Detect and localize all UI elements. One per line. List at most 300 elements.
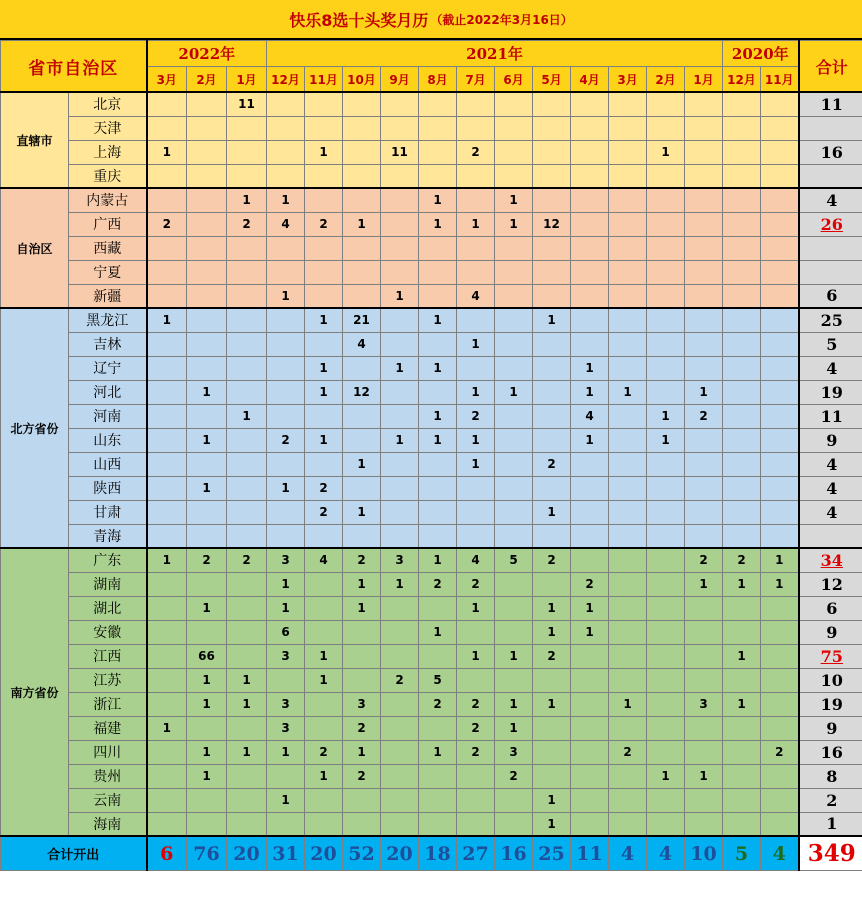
month-count-cell: 2 <box>685 548 723 572</box>
month-count-cell: 3 <box>267 692 305 716</box>
month-count-cell <box>305 692 343 716</box>
month-count-cell: 2 <box>227 548 267 572</box>
group-label: 直辖市 <box>1 92 69 188</box>
month-count-cell <box>457 308 495 332</box>
month-count-cell <box>227 356 267 380</box>
month-count-cell <box>533 284 571 308</box>
month-count-cell: 1 <box>343 572 381 596</box>
month-count-cell <box>647 284 685 308</box>
province-name: 宁夏 <box>69 260 147 284</box>
month-count-cell <box>147 428 187 452</box>
month-count-cell <box>761 284 799 308</box>
month-count-cell <box>761 596 799 620</box>
month-count-cell: 11 <box>227 92 267 116</box>
month-count-cell <box>419 716 457 740</box>
province-total: 19 <box>799 380 862 404</box>
month-count-cell <box>533 260 571 284</box>
month-count-cell <box>761 92 799 116</box>
footer-label: 合计开出 <box>1 836 147 871</box>
month-count-cell <box>343 476 381 500</box>
year-header: 2022年 <box>147 41 267 67</box>
month-count-cell: 1 <box>187 740 227 764</box>
month-count-cell <box>381 332 419 356</box>
province-row <box>1 716 862 740</box>
month-count-cell <box>685 164 723 188</box>
province-name: 江苏 <box>69 668 147 692</box>
month-count-cell: 1 <box>495 692 533 716</box>
month-count-cell <box>571 308 609 332</box>
month-count-cell <box>495 452 533 476</box>
month-header: 9月 <box>381 67 419 93</box>
month-count-cell <box>147 740 187 764</box>
month-count-cell <box>147 356 187 380</box>
month-count-cell <box>761 212 799 236</box>
province-total: 9 <box>799 428 862 452</box>
month-header: 3月 <box>609 67 647 93</box>
month-count-cell: 1 <box>305 764 343 788</box>
month-count-cell <box>381 812 419 836</box>
month-count-cell <box>305 92 343 116</box>
month-count-cell <box>495 164 533 188</box>
province-row <box>1 284 862 308</box>
month-count-cell <box>647 188 685 212</box>
month-count-cell: 2 <box>305 500 343 524</box>
month-count-cell <box>647 788 685 812</box>
month-count-cell <box>571 788 609 812</box>
month-count-cell <box>609 644 647 668</box>
month-count-cell <box>381 164 419 188</box>
month-count-cell <box>495 596 533 620</box>
month-count-cell: 1 <box>457 212 495 236</box>
month-count-cell <box>571 332 609 356</box>
month-count-cell <box>457 812 495 836</box>
month-count-cell <box>419 284 457 308</box>
month-count-cell <box>419 140 457 164</box>
month-count-cell <box>647 524 685 548</box>
month-count-cell <box>685 212 723 236</box>
province-total <box>799 260 862 284</box>
province-row <box>1 812 862 836</box>
month-count-cell: 3 <box>343 692 381 716</box>
month-count-cell <box>147 452 187 476</box>
month-count-cell: 2 <box>571 572 609 596</box>
month-count-cell: 1 <box>571 620 609 644</box>
total-header: 合计 <box>799 41 862 93</box>
month-count-cell: 1 <box>187 380 227 404</box>
month-count-cell <box>723 164 761 188</box>
month-count-cell <box>495 668 533 692</box>
month-count-cell <box>267 236 305 260</box>
month-count-cell: 2 <box>533 548 571 572</box>
month-count-cell: 1 <box>419 308 457 332</box>
month-count-cell <box>761 764 799 788</box>
month-count-cell: 1 <box>343 740 381 764</box>
province-total: 75 <box>799 644 862 668</box>
month-count-cell <box>533 740 571 764</box>
month-count-cell <box>381 380 419 404</box>
province-name: 甘肃 <box>69 500 147 524</box>
month-header: 3月 <box>147 67 187 93</box>
month-count-cell <box>343 284 381 308</box>
month-count-cell <box>457 476 495 500</box>
month-count-cell <box>227 308 267 332</box>
province-total: 9 <box>799 716 862 740</box>
month-count-cell <box>533 476 571 500</box>
month-count-cell <box>685 620 723 644</box>
month-count-cell: 2 <box>343 548 381 572</box>
month-count-cell <box>267 452 305 476</box>
month-count-cell <box>647 236 685 260</box>
month-count-cell <box>457 116 495 140</box>
month-count-cell <box>495 812 533 836</box>
month-total: 4 <box>761 836 799 871</box>
month-count-cell <box>723 476 761 500</box>
month-count-cell <box>647 356 685 380</box>
province-row <box>1 596 862 620</box>
month-count-cell <box>381 500 419 524</box>
month-count-cell <box>723 404 761 428</box>
month-total: 4 <box>609 836 647 871</box>
month-header: 10月 <box>343 67 381 93</box>
month-count-cell <box>227 812 267 836</box>
month-count-cell <box>723 812 761 836</box>
month-count-cell <box>609 788 647 812</box>
month-count-cell <box>571 236 609 260</box>
month-count-cell <box>495 428 533 452</box>
month-count-cell <box>267 380 305 404</box>
month-count-cell <box>305 236 343 260</box>
group-label: 自治区 <box>1 188 69 308</box>
month-header: 2月 <box>647 67 685 93</box>
year-header: 2021年 <box>267 41 723 67</box>
month-count-cell: 2 <box>305 212 343 236</box>
month-count-cell <box>381 452 419 476</box>
month-count-cell <box>761 692 799 716</box>
month-count-cell <box>723 380 761 404</box>
month-count-cell <box>227 524 267 548</box>
province-total: 34 <box>799 548 862 572</box>
month-count-cell: 1 <box>533 596 571 620</box>
month-count-cell <box>533 428 571 452</box>
month-count-cell <box>647 692 685 716</box>
month-count-cell <box>305 452 343 476</box>
province-name: 安徽 <box>69 620 147 644</box>
province-row <box>1 188 862 212</box>
month-count-cell <box>457 524 495 548</box>
month-count-cell <box>147 116 187 140</box>
month-count-cell <box>495 236 533 260</box>
month-count-cell <box>227 260 267 284</box>
month-count-cell <box>609 452 647 476</box>
month-count-cell <box>343 404 381 428</box>
month-count-cell <box>495 476 533 500</box>
month-count-cell <box>723 716 761 740</box>
month-count-cell <box>571 716 609 740</box>
month-count-cell: 1 <box>305 428 343 452</box>
province-name: 湖北 <box>69 596 147 620</box>
province-total: 2 <box>799 788 862 812</box>
month-count-cell: 1 <box>305 308 343 332</box>
month-count-cell <box>147 404 187 428</box>
month-count-cell <box>609 236 647 260</box>
month-count-cell <box>495 356 533 380</box>
month-count-cell: 1 <box>305 644 343 668</box>
month-count-cell: 2 <box>305 476 343 500</box>
month-count-cell: 1 <box>187 764 227 788</box>
month-count-cell <box>227 764 267 788</box>
month-count-cell <box>647 668 685 692</box>
month-count-cell <box>533 356 571 380</box>
month-count-cell: 2 <box>305 740 343 764</box>
month-count-cell <box>419 596 457 620</box>
month-count-cell <box>267 812 305 836</box>
month-count-cell <box>227 452 267 476</box>
month-count-cell: 2 <box>457 140 495 164</box>
month-count-cell: 4 <box>267 212 305 236</box>
month-count-cell <box>343 92 381 116</box>
month-count-cell: 1 <box>457 452 495 476</box>
province-row <box>1 212 862 236</box>
group-label: 南方省份 <box>1 548 69 836</box>
month-count-cell <box>457 188 495 212</box>
month-count-cell <box>647 212 685 236</box>
month-count-cell <box>187 620 227 644</box>
month-count-cell: 1 <box>343 212 381 236</box>
month-count-cell <box>723 452 761 476</box>
province-row <box>1 788 862 812</box>
month-total: 20 <box>305 836 343 871</box>
month-count-cell: 1 <box>571 380 609 404</box>
month-count-cell <box>187 212 227 236</box>
month-count-cell <box>343 524 381 548</box>
month-count-cell <box>533 668 571 692</box>
month-count-cell <box>187 140 227 164</box>
province-name: 广东 <box>69 548 147 572</box>
calendar-table <box>0 40 862 871</box>
month-total: 11 <box>571 836 609 871</box>
month-count-cell: 1 <box>495 212 533 236</box>
month-count-cell: 1 <box>647 428 685 452</box>
month-count-cell <box>685 812 723 836</box>
month-count-cell: 1 <box>187 428 227 452</box>
month-count-cell: 1 <box>723 572 761 596</box>
month-count-cell: 1 <box>533 788 571 812</box>
month-total: 4 <box>647 836 685 871</box>
month-count-cell: 1 <box>419 740 457 764</box>
province-name: 陕西 <box>69 476 147 500</box>
month-count-cell <box>381 644 419 668</box>
month-count-cell: 2 <box>187 548 227 572</box>
month-count-cell <box>381 260 419 284</box>
month-count-cell: 3 <box>685 692 723 716</box>
month-count-cell <box>723 740 761 764</box>
month-count-cell: 1 <box>723 692 761 716</box>
month-count-cell <box>685 596 723 620</box>
month-count-cell: 1 <box>533 620 571 644</box>
month-count-cell <box>227 428 267 452</box>
province-row <box>1 644 862 668</box>
month-count-cell: 2 <box>761 740 799 764</box>
title-main: 快乐8选十头奖月历 <box>289 10 429 30</box>
month-count-cell <box>419 476 457 500</box>
month-count-cell <box>419 500 457 524</box>
month-count-cell <box>187 716 227 740</box>
month-count-cell: 1 <box>495 644 533 668</box>
month-count-cell <box>495 788 533 812</box>
month-count-cell: 2 <box>457 404 495 428</box>
month-count-cell <box>723 308 761 332</box>
month-count-cell: 1 <box>343 452 381 476</box>
month-count-cell <box>305 188 343 212</box>
month-count-cell <box>647 380 685 404</box>
month-count-cell <box>647 260 685 284</box>
month-count-cell <box>723 116 761 140</box>
month-count-cell <box>227 644 267 668</box>
month-header: 12月 <box>723 67 761 93</box>
province-total: 6 <box>799 284 862 308</box>
province-name: 黑龙江 <box>69 308 147 332</box>
month-count-cell <box>609 212 647 236</box>
month-header: 1月 <box>227 67 267 93</box>
month-count-cell <box>305 116 343 140</box>
month-count-cell <box>647 452 685 476</box>
month-count-cell: 12 <box>343 380 381 404</box>
month-count-cell: 2 <box>533 644 571 668</box>
month-count-cell <box>609 524 647 548</box>
month-count-cell: 5 <box>495 548 533 572</box>
month-count-cell: 1 <box>267 188 305 212</box>
month-count-cell <box>723 524 761 548</box>
province-row <box>1 164 862 188</box>
month-header: 7月 <box>457 67 495 93</box>
month-count-cell <box>381 740 419 764</box>
month-header: 5月 <box>533 67 571 93</box>
month-count-cell <box>761 260 799 284</box>
month-count-cell <box>419 644 457 668</box>
month-count-cell <box>267 404 305 428</box>
month-count-cell <box>571 164 609 188</box>
month-count-cell <box>495 524 533 548</box>
month-count-cell: 1 <box>187 692 227 716</box>
month-count-cell <box>187 500 227 524</box>
month-count-cell <box>533 332 571 356</box>
month-count-cell: 1 <box>761 572 799 596</box>
month-count-cell: 1 <box>419 356 457 380</box>
month-count-cell: 1 <box>647 140 685 164</box>
month-count-cell <box>187 332 227 356</box>
month-count-cell: 1 <box>267 596 305 620</box>
month-count-cell: 1 <box>305 380 343 404</box>
month-count-cell <box>343 356 381 380</box>
month-count-cell <box>381 716 419 740</box>
month-count-cell <box>723 596 761 620</box>
month-count-cell <box>533 92 571 116</box>
month-count-cell <box>343 788 381 812</box>
month-count-cell: 1 <box>227 188 267 212</box>
month-count-cell <box>723 668 761 692</box>
month-count-cell <box>647 716 685 740</box>
month-count-cell <box>571 92 609 116</box>
month-count-cell: 1 <box>227 668 267 692</box>
month-count-cell <box>761 404 799 428</box>
month-count-cell <box>609 332 647 356</box>
month-count-cell: 1 <box>533 500 571 524</box>
month-count-cell <box>343 260 381 284</box>
month-count-cell <box>533 188 571 212</box>
month-count-cell <box>343 668 381 692</box>
month-count-cell <box>343 164 381 188</box>
month-count-cell: 1 <box>187 596 227 620</box>
month-count-cell <box>685 716 723 740</box>
month-count-cell <box>647 92 685 116</box>
month-count-cell <box>609 620 647 644</box>
month-count-cell <box>187 236 227 260</box>
month-count-cell <box>305 596 343 620</box>
month-count-cell <box>381 92 419 116</box>
month-count-cell <box>343 644 381 668</box>
month-count-cell: 2 <box>419 572 457 596</box>
month-count-cell <box>227 284 267 308</box>
province-total: 8 <box>799 764 862 788</box>
month-count-cell <box>685 740 723 764</box>
province-name: 河南 <box>69 404 147 428</box>
month-count-cell <box>761 188 799 212</box>
province-name: 广西 <box>69 212 147 236</box>
grand-total: 349 <box>799 836 862 871</box>
month-count-cell: 1 <box>533 812 571 836</box>
month-count-cell: 1 <box>305 356 343 380</box>
month-count-cell <box>685 116 723 140</box>
month-count-cell <box>685 428 723 452</box>
province-name: 辽宁 <box>69 356 147 380</box>
month-count-cell <box>761 476 799 500</box>
month-count-cell <box>761 428 799 452</box>
month-count-cell: 1 <box>457 332 495 356</box>
month-count-cell <box>533 524 571 548</box>
month-count-cell: 1 <box>147 308 187 332</box>
month-count-cell <box>723 356 761 380</box>
province-total: 26 <box>799 212 862 236</box>
province-row <box>1 620 862 644</box>
province-name: 重庆 <box>69 164 147 188</box>
month-count-cell <box>147 764 187 788</box>
month-count-cell: 4 <box>571 404 609 428</box>
province-name: 内蒙古 <box>69 188 147 212</box>
month-count-cell <box>227 500 267 524</box>
month-count-cell <box>147 812 187 836</box>
province-name: 上海 <box>69 140 147 164</box>
month-count-cell: 1 <box>147 548 187 572</box>
province-name: 吉林 <box>69 332 147 356</box>
month-count-cell: 12 <box>533 212 571 236</box>
month-count-cell <box>187 452 227 476</box>
month-count-cell: 1 <box>571 428 609 452</box>
province-name: 新疆 <box>69 284 147 308</box>
month-total: 25 <box>533 836 571 871</box>
province-row <box>1 92 862 116</box>
month-total: 76 <box>187 836 227 871</box>
province-total: 5 <box>799 332 862 356</box>
province-total: 4 <box>799 476 862 500</box>
month-count-cell <box>609 308 647 332</box>
month-count-cell <box>305 572 343 596</box>
month-count-cell <box>761 716 799 740</box>
month-count-cell: 1 <box>187 476 227 500</box>
month-count-cell <box>647 548 685 572</box>
month-count-cell <box>343 188 381 212</box>
month-count-cell: 2 <box>381 668 419 692</box>
month-count-cell <box>609 116 647 140</box>
